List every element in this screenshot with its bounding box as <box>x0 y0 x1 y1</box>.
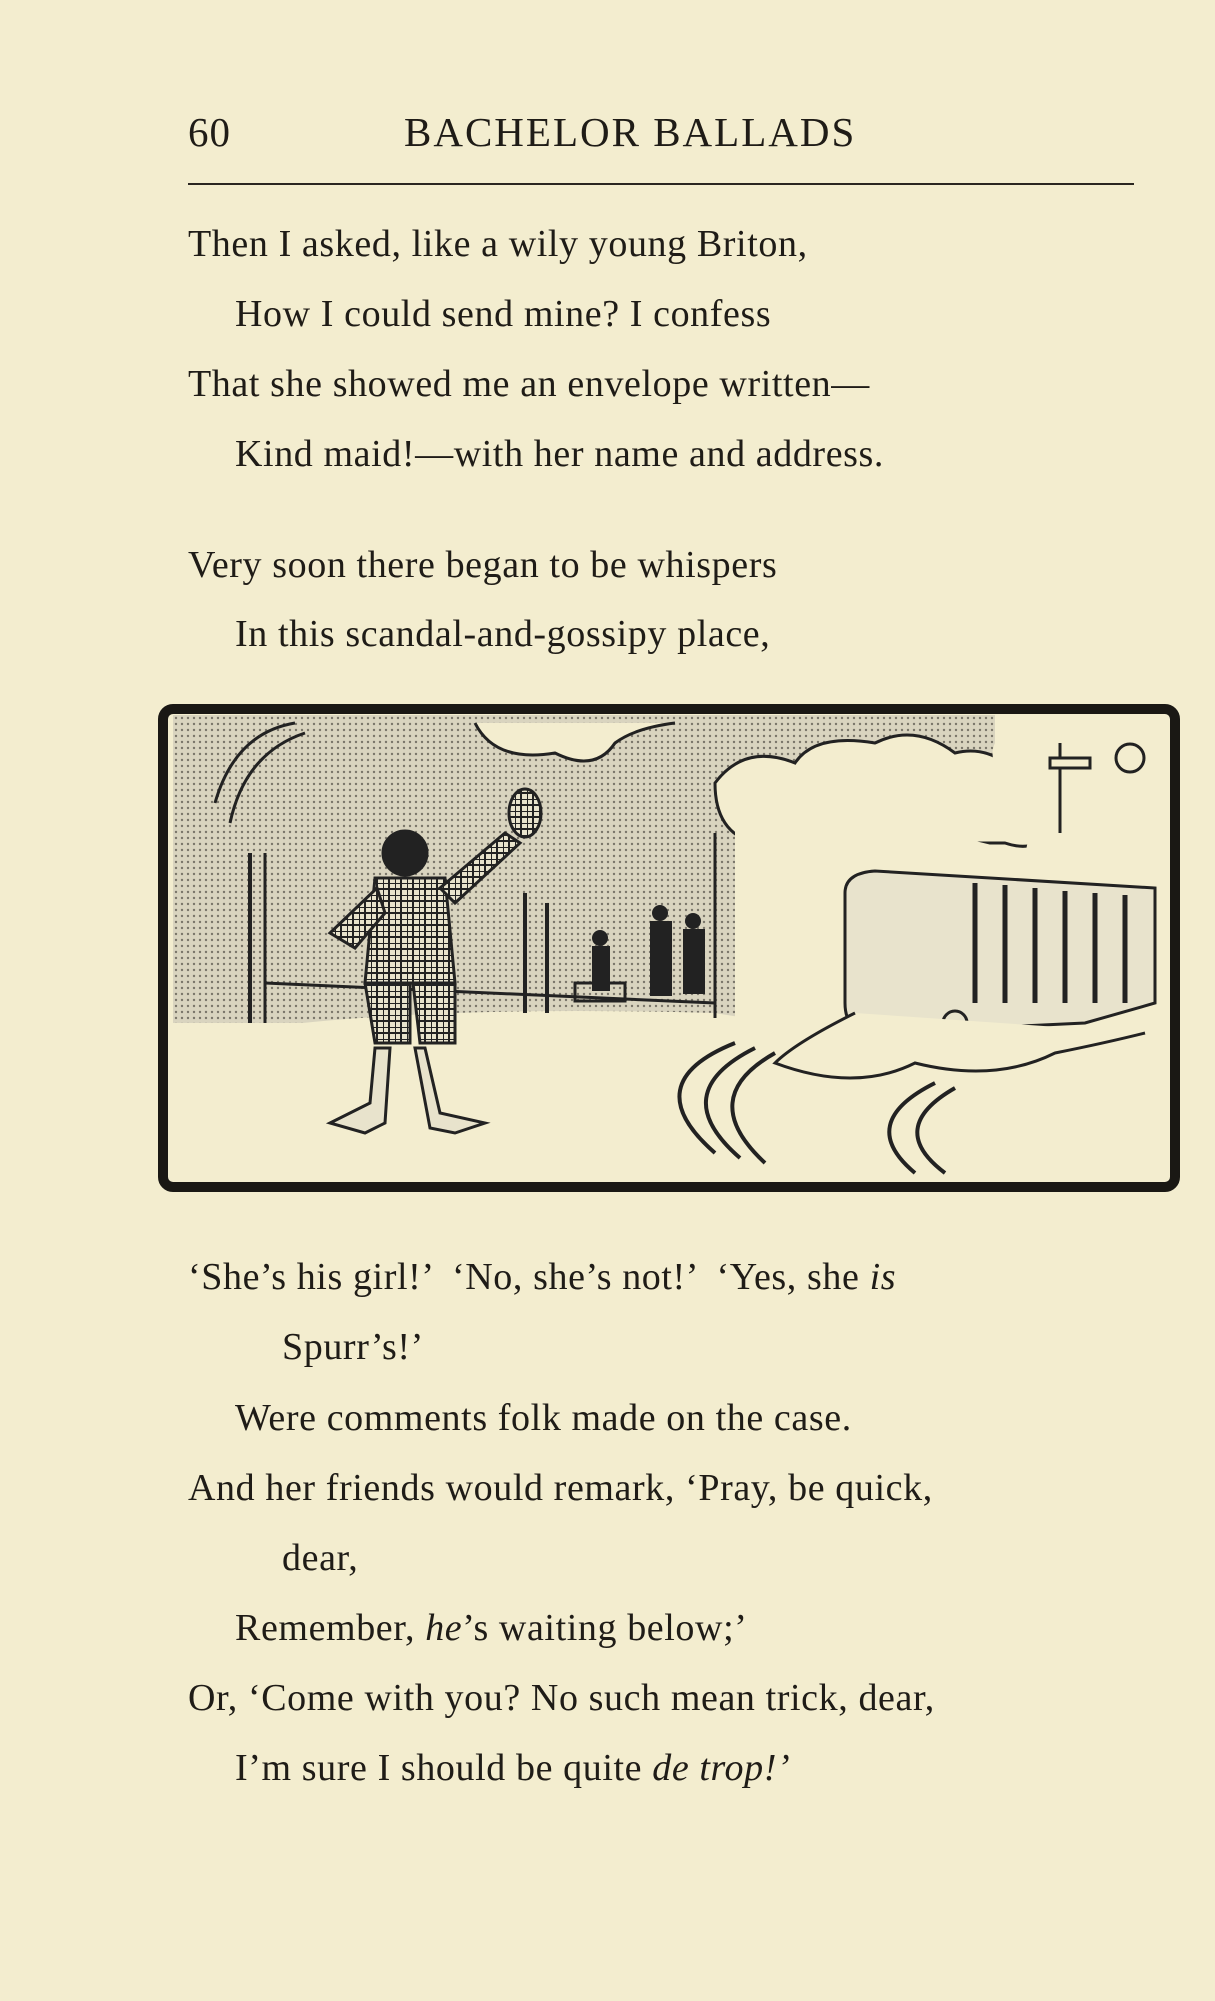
railway-platform-illustration <box>155 703 1185 1193</box>
verse-line: Were comments folk made on the case. <box>235 1397 852 1439</box>
verse-line: Remember, he’s waiting below;’ <box>235 1607 748 1649</box>
verse-line: dear, <box>282 1537 359 1579</box>
page-header <box>188 100 1134 160</box>
verse-line: Kind maid!—with her name and address. <box>235 433 885 475</box>
verse-line: Or, ‘Come with you? No such mean trick, dear, <box>188 1677 935 1719</box>
verse-line: That she showed me an envelope written— <box>188 363 870 405</box>
verse-line: In this scandal-and-gossipy place, <box>235 613 771 655</box>
verse-line: Then I asked, like a wily young Briton, <box>188 223 808 265</box>
verse-line: How I could send mine? I confess <box>235 293 772 335</box>
header-rule <box>188 183 1134 185</box>
verse-line: Very soon there began to be whispers <box>188 544 778 586</box>
verse-line: Spurr’s!’ <box>282 1326 424 1368</box>
running-title: BACHELOR BALLADS <box>404 109 857 155</box>
verse-line: And her friends would remark, ‘Pray, be quick, <box>188 1467 933 1509</box>
verse-line: I’m sure I should be quite de trop!’ <box>235 1747 791 1789</box>
verse-line: ‘She’s his girl!’ ‘No, she’s not!’ ‘Yes, she is <box>188 1256 897 1298</box>
page-number: 60 <box>188 109 231 155</box>
